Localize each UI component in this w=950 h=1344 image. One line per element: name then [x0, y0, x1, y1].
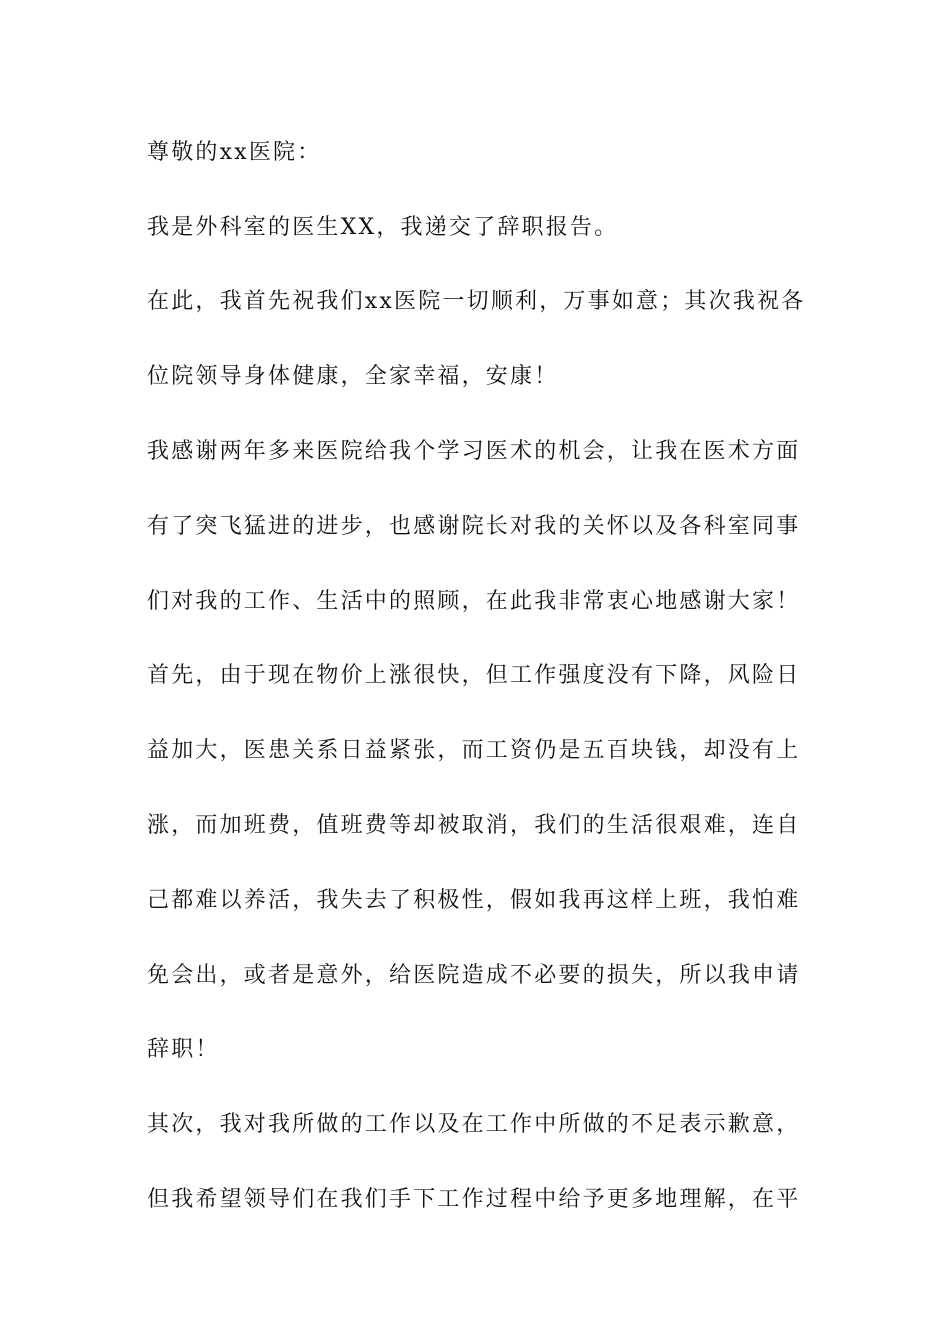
body-line: 位院领导身体健康，全家幸福，安康！	[147, 364, 559, 389]
body-line: 首先，由于现在物价上涨很快，但工作强度没有下降，风险日	[147, 663, 801, 688]
body-line: 免会出，或者是意外，给医院造成不必要的损失，所以我申请	[147, 963, 801, 988]
body-line: 益加大，医患关系日益紧张，而工资仍是五百块钱，却没有上	[147, 738, 801, 763]
salutation-line: 尊敬的xx医院：	[147, 140, 322, 165]
body-line: 涨，而加班费，值班费等却被取消，我们的生活很艰难，连自	[147, 813, 801, 838]
body-line: 我感谢两年多来医院给我个学习医术的机会，让我在医术方面	[147, 439, 801, 464]
body-line: 有了突飞猛进的进步，也感谢院长对我的关怀以及各科室同事	[147, 514, 801, 539]
body-line: 其次，我对我所做的工作以及在工作中所做的不足表示歉意，	[147, 1112, 801, 1137]
body-line: 己都难以养活，我失去了积极性，假如我再这样上班，我怕难	[147, 888, 801, 913]
body-line: 在此，我首先祝我们xx医院一切顺利，万事如意；其次我祝各	[147, 289, 806, 314]
body-line: 但我希望领导们在我们手下工作过程中给予更多地理解，在平	[147, 1187, 801, 1212]
body-line: 们对我的工作、生活中的照顾，在此我非常衷心地感谢大家！	[147, 589, 801, 614]
body-line: 我是外科室的医生XX，我递交了辞职报告。	[147, 215, 619, 240]
body-line: 辞职！	[147, 1037, 220, 1062]
